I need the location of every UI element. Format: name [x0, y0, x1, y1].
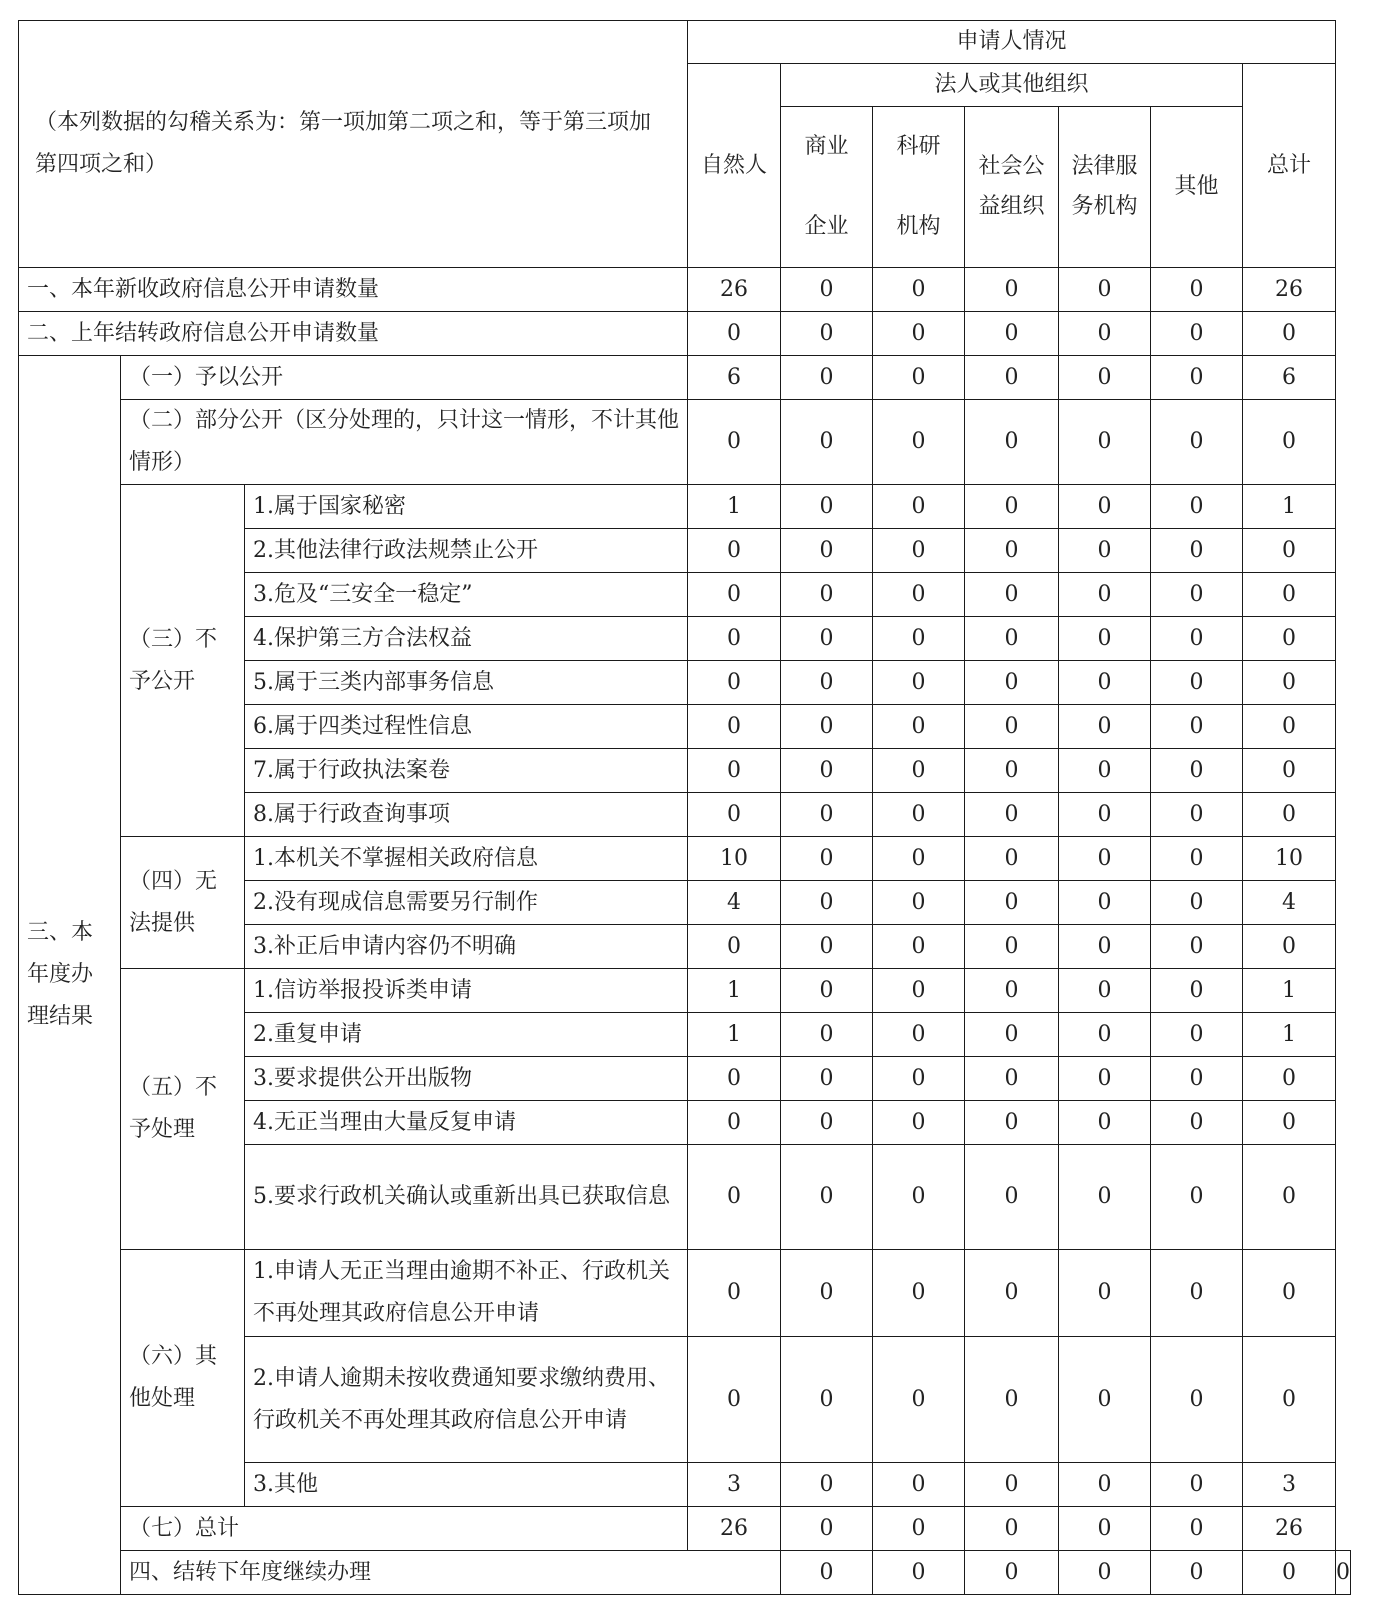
- cell-value: 0: [873, 749, 965, 793]
- cell-value: 0: [781, 1250, 873, 1337]
- cell-value: 0: [1059, 837, 1151, 881]
- cell-value: 0: [965, 1013, 1059, 1057]
- cell-value: 0: [1243, 661, 1336, 705]
- cell-value: 0: [873, 705, 965, 749]
- cell-value: 0: [781, 705, 873, 749]
- cell-value: 0: [781, 925, 873, 969]
- cell-value: 0: [1151, 1101, 1243, 1145]
- row-label: 3.补正后申请内容仍不明确: [245, 925, 688, 969]
- group4-label: （四）无法提供: [121, 837, 245, 969]
- row-label: 7.属于行政执法案卷: [245, 749, 688, 793]
- cell-value: 0: [873, 268, 965, 312]
- cell-value: 0: [965, 1463, 1059, 1507]
- cell-value: 0: [873, 793, 965, 837]
- cell-value: 0: [1243, 1057, 1336, 1101]
- cell-value: 0: [1243, 705, 1336, 749]
- cell-value: 0: [873, 1463, 965, 1507]
- table-row: [19, 400, 1351, 485]
- header-public-welfare: 社会公益组织: [965, 107, 1059, 268]
- cell-value: 0: [1151, 400, 1243, 485]
- cell-value: 0: [1059, 705, 1151, 749]
- cell-value: 0: [1059, 529, 1151, 573]
- row-label: 4.无正当理由大量反复申请: [245, 1101, 688, 1145]
- row-label: （七）总计: [121, 1507, 688, 1551]
- cell-value: 0: [965, 881, 1059, 925]
- cell-value: 1: [688, 485, 781, 529]
- table-row: [19, 268, 1351, 312]
- cell-value: 0: [965, 617, 1059, 661]
- cell-value: 0: [1059, 1507, 1151, 1551]
- cell-value: 0: [873, 529, 965, 573]
- cell-value: 0: [1243, 925, 1336, 969]
- header-natural-person: 自然人: [688, 64, 781, 268]
- cell-value: 0: [873, 1013, 965, 1057]
- cell-value: 0: [965, 969, 1059, 1013]
- cell-value: 0: [1243, 1551, 1336, 1595]
- cell-value: 0: [688, 573, 781, 617]
- row-label: 1.申请人无正当理由逾期不补正、行政机关不再处理其政府信息公开申请: [245, 1250, 688, 1337]
- cell-value: 0: [1151, 1013, 1243, 1057]
- cell-value: 0: [965, 1057, 1059, 1101]
- cell-value: 0: [1059, 881, 1151, 925]
- cell-value: 0: [1151, 705, 1243, 749]
- cell-value: 0: [965, 705, 1059, 749]
- row-label: 2.重复申请: [245, 1013, 688, 1057]
- section3-label: 三、本年度办理结果: [19, 356, 121, 1595]
- cell-value: 0: [873, 925, 965, 969]
- cell-value: 1: [688, 1013, 781, 1057]
- cell-value: 0: [1243, 749, 1336, 793]
- cell-value: 0: [965, 749, 1059, 793]
- table-row: [19, 485, 1351, 529]
- cell-value: 0: [1059, 661, 1151, 705]
- row-label: 5.要求行政机关确认或重新出具已获取信息: [245, 1145, 688, 1250]
- cell-value: 0: [688, 1101, 781, 1145]
- cell-value: 0: [1243, 1101, 1336, 1145]
- cell-value: 0: [1243, 617, 1336, 661]
- cell-value: 0: [688, 1337, 781, 1463]
- cell-value: 0: [688, 793, 781, 837]
- cell-value: 0: [1059, 1463, 1151, 1507]
- cell-value: 0: [688, 749, 781, 793]
- row-label: 1.信访举报投诉类申请: [245, 969, 688, 1013]
- cell-value: 0: [965, 1250, 1059, 1337]
- cell-value: 0: [1059, 1250, 1151, 1337]
- table-row: [19, 312, 1351, 356]
- cell-value: 0: [965, 529, 1059, 573]
- cell-value: 0: [781, 1013, 873, 1057]
- cell-value: 0: [1151, 1551, 1243, 1595]
- table-row: [19, 969, 1351, 1013]
- cell-value: 0: [965, 661, 1059, 705]
- cell-value: 0: [688, 925, 781, 969]
- row-label: 一、本年新收政府信息公开申请数量: [19, 268, 688, 312]
- cell-value: 6: [1243, 356, 1336, 400]
- row-label: 6.属于四类过程性信息: [245, 705, 688, 749]
- cell-value: 0: [1059, 1101, 1151, 1145]
- cell-value: 0: [1059, 1337, 1151, 1463]
- cell-value: 0: [688, 1250, 781, 1337]
- cell-value: 0: [873, 617, 965, 661]
- cell-value: 0: [1151, 1337, 1243, 1463]
- cell-value: 0: [781, 1507, 873, 1551]
- group3-label: （三）不予公开: [121, 485, 245, 837]
- cell-value: 0: [1151, 661, 1243, 705]
- cell-value: 0: [873, 1337, 965, 1463]
- cell-value: 0: [873, 356, 965, 400]
- header-total: 总计: [1243, 64, 1336, 268]
- cell-value: 0: [688, 661, 781, 705]
- cell-value: 0: [1059, 573, 1151, 617]
- cell-value: 0: [1243, 312, 1336, 356]
- table-row: [19, 1507, 1351, 1551]
- cell-value: 0: [965, 356, 1059, 400]
- cell-value: 26: [688, 268, 781, 312]
- cell-value: 1: [1243, 1013, 1336, 1057]
- cell-value: 0: [688, 529, 781, 573]
- header-legal-service: 法律服务机构: [1059, 107, 1151, 268]
- cell-value: 0: [1059, 400, 1151, 485]
- cell-value: 0: [1151, 1507, 1243, 1551]
- header-commercial-line2: 企业: [804, 214, 849, 239]
- cell-value: 6: [688, 356, 781, 400]
- cell-value: 0: [965, 573, 1059, 617]
- cell-value: 0: [781, 1057, 873, 1101]
- cell-value: 0: [1059, 268, 1151, 312]
- cell-value: 0: [781, 1101, 873, 1145]
- cell-value: 0: [1151, 969, 1243, 1013]
- cell-value: 0: [1151, 1463, 1243, 1507]
- cell-value: 0: [688, 312, 781, 356]
- cell-value: 1: [1243, 969, 1336, 1013]
- cell-value: 0: [965, 1551, 1059, 1595]
- row-label: 四、结转下年度继续办理: [121, 1551, 781, 1595]
- cell-value: 0: [1151, 617, 1243, 661]
- cell-value: 0: [965, 837, 1059, 881]
- cell-value: 0: [1243, 793, 1336, 837]
- cell-value: 0: [1059, 1013, 1151, 1057]
- cell-value: 0: [1059, 617, 1151, 661]
- cell-value: 0: [1151, 1145, 1243, 1250]
- row-label: 2.没有现成信息需要另行制作: [245, 881, 688, 925]
- cell-value: 0: [781, 661, 873, 705]
- cell-value: 0: [965, 1507, 1059, 1551]
- cell-value: 0: [1059, 925, 1151, 969]
- cell-value: 0: [965, 312, 1059, 356]
- cell-value: 0: [1336, 1551, 1351, 1595]
- cell-value: 0: [965, 1101, 1059, 1145]
- cell-value: 4: [688, 881, 781, 925]
- cell-value: 0: [1059, 356, 1151, 400]
- cell-value: 26: [1243, 1507, 1336, 1551]
- table-row: [19, 1551, 1351, 1595]
- row-label: 3.要求提供公开出版物: [245, 1057, 688, 1101]
- cell-value: 0: [873, 1250, 965, 1337]
- cell-value: 0: [781, 881, 873, 925]
- cell-value: 0: [1151, 793, 1243, 837]
- row-label: 2.申请人逾期未按收费通知要求缴纳费用、行政机关不再处理其政府信息公开申请: [245, 1337, 688, 1463]
- cell-value: 0: [1059, 969, 1151, 1013]
- cell-value: 0: [1059, 749, 1151, 793]
- cell-value: 0: [781, 268, 873, 312]
- cell-value: 0: [1243, 400, 1336, 485]
- cell-value: 0: [873, 1507, 965, 1551]
- cell-value: 0: [965, 485, 1059, 529]
- cell-value: 0: [1151, 925, 1243, 969]
- row-label: 2.其他法律行政法规禁止公开: [245, 529, 688, 573]
- cell-value: 0: [965, 1145, 1059, 1250]
- cell-value: 0: [781, 1337, 873, 1463]
- cell-value: 0: [965, 793, 1059, 837]
- cell-value: 0: [873, 400, 965, 485]
- cell-value: 0: [1151, 312, 1243, 356]
- cell-value: 0: [781, 1145, 873, 1250]
- row-label: 3.危及“三安全一稳定”: [245, 573, 688, 617]
- header-note-text: （本列数据的勾稽关系为：第一项加第二项之和，等于第三项加第四项之和）: [35, 110, 652, 177]
- cell-value: 0: [688, 1057, 781, 1101]
- header-commercial: [781, 107, 873, 268]
- cell-value: 0: [965, 268, 1059, 312]
- row-label: 8.属于行政查询事项: [245, 793, 688, 837]
- cell-value: 3: [1243, 1463, 1336, 1507]
- header-note: [19, 21, 688, 268]
- cell-value: 0: [1151, 573, 1243, 617]
- cell-value: 0: [781, 529, 873, 573]
- cell-value: 0: [873, 1057, 965, 1101]
- cell-value: 0: [781, 573, 873, 617]
- cell-value: 0: [873, 837, 965, 881]
- cell-value: 0: [781, 793, 873, 837]
- cell-value: 0: [688, 705, 781, 749]
- cell-value: 0: [873, 312, 965, 356]
- cell-value: 0: [1059, 312, 1151, 356]
- header-other: 其他: [1151, 107, 1243, 268]
- table-row: [19, 356, 1351, 400]
- cell-value: 0: [1151, 1250, 1243, 1337]
- row-label: 5.属于三类内部事务信息: [245, 661, 688, 705]
- cell-value: 10: [688, 837, 781, 881]
- cell-value: 0: [1059, 1145, 1151, 1250]
- cell-value: 0: [1059, 793, 1151, 837]
- cell-value: 0: [965, 925, 1059, 969]
- cell-value: 3: [688, 1463, 781, 1507]
- cell-value: 26: [688, 1507, 781, 1551]
- cell-value: 0: [688, 400, 781, 485]
- row-label: 3.其他: [245, 1463, 688, 1507]
- cell-value: 0: [1151, 1057, 1243, 1101]
- cell-value: 0: [965, 400, 1059, 485]
- statistics-table: [18, 20, 1351, 1595]
- header-research-line1: 科研: [896, 134, 941, 159]
- row-label: 1.本机关不掌握相关政府信息: [245, 837, 688, 881]
- cell-value: 0: [1151, 529, 1243, 573]
- row-label: 1.属于国家秘密: [245, 485, 688, 529]
- cell-value: 10: [1243, 837, 1336, 881]
- cell-value: 0: [1151, 268, 1243, 312]
- row-label: 4.保护第三方合法权益: [245, 617, 688, 661]
- cell-value: 0: [781, 837, 873, 881]
- cell-value: 0: [873, 661, 965, 705]
- header-research: [873, 107, 965, 268]
- cell-value: 0: [1243, 1337, 1336, 1463]
- cell-value: 0: [1059, 1057, 1151, 1101]
- cell-value: 0: [688, 617, 781, 661]
- cell-value: 0: [1243, 1145, 1336, 1250]
- group6-label: （六）其他处理: [121, 1250, 245, 1507]
- table-row: [19, 837, 1351, 881]
- cell-value: 0: [781, 617, 873, 661]
- cell-value: 0: [1059, 485, 1151, 529]
- cell-value: 0: [873, 1101, 965, 1145]
- header-commercial-line1: 商业: [804, 134, 849, 159]
- table-row: [19, 1250, 1351, 1337]
- header-research-line2: 机构: [896, 214, 941, 239]
- cell-value: 0: [873, 573, 965, 617]
- cell-value: 0: [1151, 837, 1243, 881]
- header-legal-group: 法人或其他组织: [781, 64, 1243, 107]
- cell-value: 0: [873, 969, 965, 1013]
- cell-value: 0: [873, 881, 965, 925]
- cell-value: 0: [781, 400, 873, 485]
- cell-value: 0: [873, 1551, 965, 1595]
- cell-value: 0: [1243, 529, 1336, 573]
- group5-label: （五）不予处理: [121, 969, 245, 1250]
- cell-value: 0: [1059, 1551, 1151, 1595]
- cell-value: 0: [1243, 1250, 1336, 1337]
- header-applicant-group: 申请人情况: [688, 21, 1336, 64]
- cell-value: 1: [1243, 485, 1336, 529]
- cell-value: 0: [781, 1551, 873, 1595]
- cell-value: 0: [781, 485, 873, 529]
- cell-value: 0: [1151, 749, 1243, 793]
- row-label: （一）予以公开: [121, 356, 688, 400]
- cell-value: 1: [688, 969, 781, 1013]
- cell-value: 0: [781, 969, 873, 1013]
- cell-value: 0: [781, 1463, 873, 1507]
- cell-value: 0: [781, 749, 873, 793]
- cell-value: 0: [1243, 573, 1336, 617]
- cell-value: 0: [1151, 881, 1243, 925]
- cell-value: 0: [781, 312, 873, 356]
- cell-value: 0: [873, 485, 965, 529]
- row-label: （二）部分公开（区分处理的，只计这一情形，不计其他情形）: [121, 400, 688, 485]
- cell-value: 0: [781, 356, 873, 400]
- cell-value: 4: [1243, 881, 1336, 925]
- cell-value: 0: [688, 1145, 781, 1250]
- cell-value: 0: [873, 1145, 965, 1250]
- cell-value: 26: [1243, 268, 1336, 312]
- cell-value: 0: [965, 1337, 1059, 1463]
- cell-value: 0: [1151, 356, 1243, 400]
- cell-value: 0: [1151, 485, 1243, 529]
- row-label: 二、上年结转政府信息公开申请数量: [19, 312, 688, 356]
